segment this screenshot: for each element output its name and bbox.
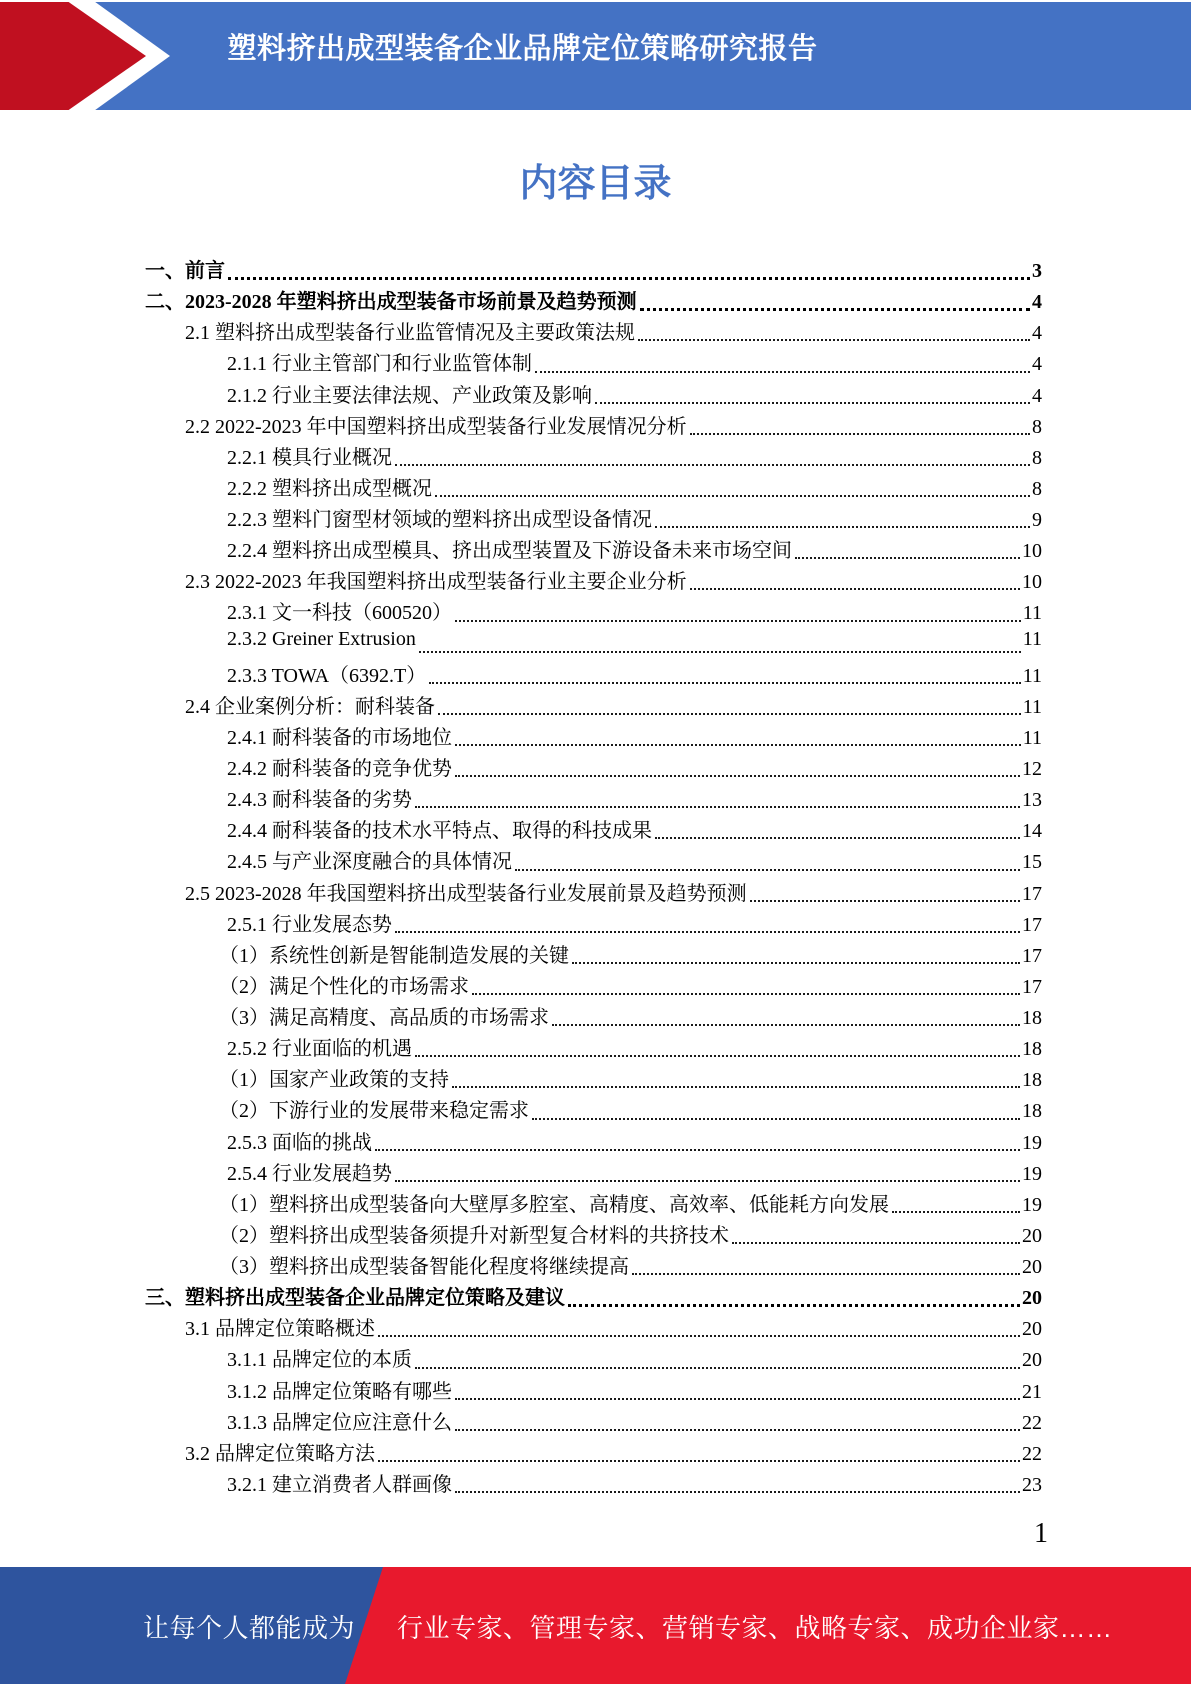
toc-entry-page: 15	[1022, 851, 1042, 874]
toc-entry-page: 11	[1022, 695, 1042, 718]
toc-entry[interactable]	[0, 1343, 1191, 1374]
toc-leader-dots	[378, 1460, 1020, 1462]
toc-entry-page: 8	[1032, 446, 1042, 469]
toc-leader-dots	[375, 1149, 1020, 1151]
toc-entry-page: 18	[1022, 1100, 1042, 1123]
toc-entry-page: 21	[1022, 1380, 1042, 1403]
toc-leader-dots	[690, 433, 1030, 435]
toc-entry-page: 18	[1022, 1038, 1042, 1061]
toc-leader-dots	[378, 1335, 1020, 1337]
toc-entry-page: 20	[1022, 1256, 1042, 1278]
toc-entry-page: 20	[1022, 1349, 1042, 1372]
toc-entry-label: 2.2.3 塑料门窗型材领域的塑料挤出成型设备情况	[227, 509, 652, 531]
toc-entry[interactable]	[0, 1468, 1191, 1499]
toc-entry-label: 2.4.1 耐科装备的市场地位	[227, 726, 452, 749]
toc-leader-dots	[638, 339, 1030, 341]
toc-leader-dots	[415, 806, 1020, 808]
toc-entry[interactable]	[0, 721, 1191, 752]
toc-entry[interactable]	[0, 690, 1191, 721]
toc-entry[interactable]	[0, 285, 1191, 316]
toc-leader-dots	[535, 371, 1030, 373]
footer-band	[0, 1567, 1191, 1684]
toc-leader-dots	[452, 1086, 1020, 1088]
toc-entry-page: 10	[1022, 540, 1042, 563]
toc-entry[interactable]	[0, 1063, 1191, 1094]
toc-entry-label: （2）塑料挤出成型装备须提升对新型复合材料的共挤技术	[219, 1224, 729, 1247]
toc-entry-page: 11	[1022, 627, 1042, 650]
toc-entry-label: 2.3.2 Greiner Extrusion	[227, 627, 416, 650]
toc-entry-label: 二、2023-2028 年塑料挤出成型装备市场前景及趋势预测	[145, 291, 637, 314]
toc-entry[interactable]	[0, 814, 1191, 845]
toc-entry-label: 2.5 2023-2028 年我国塑料挤出成型装备行业发展前景及趋势预测	[185, 882, 747, 905]
toc-leader-dots	[228, 277, 1030, 280]
toc-entry-label: （1）塑料挤出成型装备向大壁厚多腔室、高精度、高效率、低能耗方向发展	[219, 1193, 889, 1216]
toc-entry-label: 3.1.3 品牌定位应注意什么	[227, 1411, 452, 1434]
toc-leader-dots	[640, 308, 1030, 311]
toc-entry-label: 2.5.2 行业面临的机遇	[227, 1038, 412, 1061]
toc-entry-label: 2.4.2 耐科装备的竞争优势	[227, 758, 452, 780]
toc-entry[interactable]	[0, 752, 1191, 783]
toc-leader-dots	[415, 1367, 1020, 1369]
toc-entry-page: 11	[1022, 726, 1042, 749]
toc-entry-page: 10	[1022, 571, 1042, 594]
toc-leader-dots	[419, 651, 1021, 653]
toc-entry[interactable]	[0, 1437, 1191, 1468]
toc-entry-page: 14	[1022, 820, 1042, 843]
toc-leader-dots	[892, 1211, 1020, 1213]
toc-entry-label: 2.4.5 与产业深度融合的具体情况	[227, 851, 512, 874]
toc-leader-dots	[795, 557, 1020, 559]
toc-leader-dots	[395, 931, 1020, 933]
toc-entry-label: 2.2.1 模具行业概况	[227, 446, 392, 469]
footer-slogan-left: 让每个人都能成为	[143, 1613, 356, 1643]
toc-entry-page: 11	[1022, 664, 1042, 687]
toc-entry-label: （2）下游行业的发展带来稳定需求	[219, 1100, 529, 1123]
toc-entry[interactable]	[0, 503, 1191, 534]
toc-entry-label: 3.2 品牌定位策略方法	[185, 1442, 375, 1465]
toc-leader-dots	[438, 713, 1021, 715]
toc-leader-dots	[395, 464, 1030, 466]
toc-entry-page: 9	[1032, 509, 1042, 531]
toc-leader-dots	[455, 620, 1021, 622]
toc-entry-page: 3	[1032, 260, 1042, 282]
toc-entry-label: 2.4.4 耐科装备的技术水平特点、取得的科技成果	[227, 820, 652, 843]
toc-leader-dots	[690, 588, 1020, 590]
toc-leader-dots	[632, 1273, 1020, 1275]
toc-entry[interactable]	[0, 1375, 1191, 1406]
toc-entry[interactable]	[0, 1312, 1191, 1343]
toc-entry-page: 8	[1032, 477, 1042, 500]
toc-entry[interactable]	[0, 254, 1191, 285]
toc-leader-dots	[455, 1398, 1020, 1400]
toc-entry[interactable]	[0, 845, 1191, 876]
toc-entry[interactable]	[0, 441, 1191, 472]
toc-heading: 内容目录	[519, 163, 672, 205]
toc-entry-label: （1）系统性创新是智能制造发展的关键	[219, 944, 569, 967]
toc-entry[interactable]	[0, 534, 1191, 565]
toc-entry-label: （2）满足个性化的市场需求	[219, 975, 469, 998]
toc-entry-label: 3.2.1 建立消费者人群画像	[227, 1473, 452, 1496]
toc-entry-label: 2.1.2 行业主要法律法规、产业政策及影响	[227, 384, 592, 407]
page-number: 1	[1034, 1518, 1048, 1549]
toc-entry-label: 3.1.1 品牌定位的本质	[227, 1349, 412, 1372]
toc-leader-dots	[455, 1491, 1020, 1493]
toc-entry[interactable]	[0, 1157, 1191, 1188]
toc-leader-dots	[655, 837, 1020, 839]
toc-entry-page: 22	[1022, 1411, 1042, 1434]
toc-entry[interactable]	[0, 472, 1191, 503]
toc-entry-label: 2.1.1 行业主管部门和行业监管体制	[227, 353, 532, 376]
toc-entry-page: 19	[1022, 1131, 1042, 1154]
toc-entry-page: 13	[1022, 789, 1042, 812]
toc-entry-label: 一、前言	[145, 260, 225, 282]
toc-entry-page: 18	[1022, 1007, 1042, 1029]
toc-entry-page: 4	[1032, 322, 1042, 345]
toc-leader-dots	[552, 1024, 1020, 1026]
toc-entry-page: 17	[1022, 944, 1042, 967]
toc-entry[interactable]	[0, 628, 1191, 659]
header-band	[0, 2, 1191, 110]
toc-entry-label: 2.5.1 行业发展态势	[227, 913, 392, 936]
report-title: 塑料挤出成型装备企业品牌定位策略研究报告	[227, 33, 818, 65]
toc-entry-label: （3）塑料挤出成型装备智能化程度将继续提高	[219, 1256, 629, 1278]
toc-entry[interactable]	[0, 565, 1191, 596]
toc-entry-page: 19	[1022, 1193, 1042, 1216]
toc-entry-page: 18	[1022, 1069, 1042, 1092]
toc-entry-label: 三、塑料挤出成型装备企业品牌定位策略及建议	[145, 1287, 565, 1310]
toc-entry[interactable]	[0, 1219, 1191, 1250]
toc-entry-label: 2.3.3 TOWA（6392.T）	[227, 664, 427, 687]
toc-entry-label: 2.1 塑料挤出成型装备行业监管情况及主要政策法规	[185, 322, 635, 345]
toc-entry-label: 2.4.3 耐科装备的劣势	[227, 789, 412, 812]
toc-entry[interactable]	[0, 316, 1191, 347]
toc-entry-label: 3.1 品牌定位策略概述	[185, 1318, 375, 1341]
toc-entry[interactable]	[0, 379, 1191, 410]
toc-entry[interactable]	[0, 1281, 1191, 1312]
toc-leader-dots	[532, 1118, 1020, 1120]
footer-slogan-right: 行业专家、管理专家、营销专家、战略专家、成功企业家……	[397, 1613, 1113, 1643]
toc-entry[interactable]	[0, 596, 1191, 627]
toc-entry-page: 20	[1022, 1287, 1042, 1310]
toc-leader-dots	[568, 1304, 1020, 1307]
toc-entry[interactable]	[0, 1406, 1191, 1437]
toc-entry[interactable]	[0, 783, 1191, 814]
toc-entry[interactable]	[0, 970, 1191, 1001]
toc-entry-page: 8	[1032, 415, 1042, 438]
toc-entry-label: （3）满足高精度、高品质的市场需求	[219, 1007, 549, 1029]
toc-entry-page: 17	[1022, 975, 1042, 998]
toc-entry-label: 2.3.1 文一科技（600520）	[227, 602, 452, 625]
toc-entry-label: 2.3 2022-2023 年我国塑料挤出成型装备行业主要企业分析	[185, 571, 687, 594]
toc-entry-page: 17	[1022, 882, 1042, 905]
toc-leader-dots	[572, 962, 1020, 964]
toc-entry[interactable]	[0, 1001, 1191, 1032]
toc-leader-dots	[595, 402, 1030, 404]
toc-leader-dots	[395, 1180, 1020, 1182]
toc-entry[interactable]	[0, 1188, 1191, 1219]
toc-list	[0, 254, 1191, 1499]
toc-leader-dots	[472, 993, 1020, 995]
toc-entry[interactable]	[0, 410, 1191, 441]
toc-leader-dots	[455, 744, 1021, 746]
toc-entry-page: 22	[1022, 1442, 1042, 1465]
toc-entry-label: 2.5.4 行业发展趋势	[227, 1162, 392, 1185]
toc-entry[interactable]	[0, 659, 1191, 690]
toc-entry-label: （1）国家产业政策的支持	[219, 1069, 449, 1092]
toc-entry[interactable]	[0, 908, 1191, 939]
toc-entry-label: 3.1.2 品牌定位策略有哪些	[227, 1380, 452, 1403]
toc-entry-page: 17	[1022, 913, 1042, 936]
toc-entry-label: 2.4 企业案例分析：耐科装备	[185, 695, 435, 718]
toc-entry-page: 23	[1022, 1473, 1042, 1496]
toc-leader-dots	[415, 1055, 1020, 1057]
toc-entry[interactable]	[0, 1250, 1191, 1281]
toc-entry-label: 2.2.4 塑料挤出成型模具、挤出成型装置及下游设备未来市场空间	[227, 540, 792, 563]
toc-entry[interactable]	[0, 877, 1191, 908]
toc-leader-dots	[455, 775, 1020, 777]
toc-leader-dots	[750, 900, 1020, 902]
toc-entry[interactable]	[0, 1126, 1191, 1157]
toc-leader-dots	[732, 1242, 1020, 1244]
toc-entry-page: 20	[1022, 1318, 1042, 1341]
toc-entry[interactable]	[0, 1094, 1191, 1125]
toc-entry-label: 2.2.2 塑料挤出成型概况	[227, 477, 432, 500]
toc-entry-label: 2.2 2022-2023 年中国塑料挤出成型装备行业发展情况分析	[185, 415, 687, 438]
toc-entry-page: 12	[1022, 758, 1042, 780]
toc-entry-page: 11	[1022, 602, 1042, 625]
toc-entry[interactable]	[0, 347, 1191, 378]
toc-leader-dots	[655, 526, 1030, 528]
toc-entry[interactable]	[0, 939, 1191, 970]
toc-entry-label: 2.5.3 面临的挑战	[227, 1131, 372, 1154]
toc-entry[interactable]	[0, 1032, 1191, 1063]
toc-entry-page: 4	[1032, 384, 1042, 407]
toc-leader-dots	[429, 682, 1020, 684]
toc-entry-page: 19	[1022, 1162, 1042, 1185]
toc-entry-page: 4	[1032, 353, 1042, 376]
toc-entry-page: 4	[1032, 291, 1042, 314]
toc-leader-dots	[435, 495, 1030, 497]
toc-leader-dots	[455, 1429, 1020, 1431]
toc-leader-dots	[515, 869, 1020, 871]
toc-entry-page: 20	[1022, 1224, 1042, 1247]
